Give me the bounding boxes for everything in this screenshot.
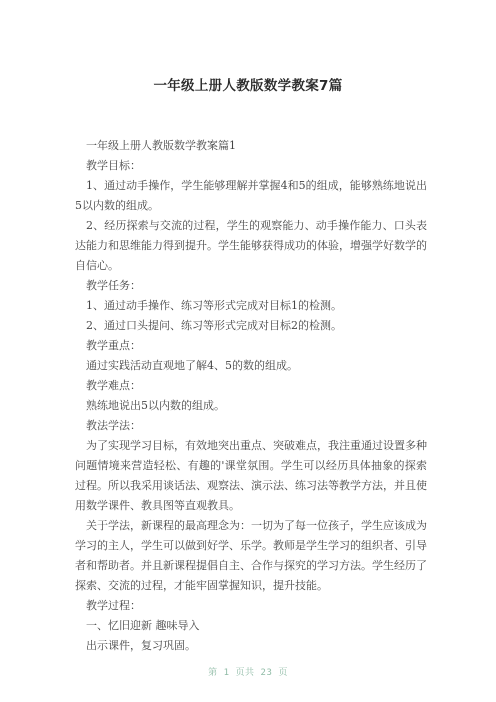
paragraph: 2、经历探索与交流的过程，学生的观察能力、动手操作能力、口头表达能力和思维能力得到提升。学生能够获得成功的体验，增强学好数学的自信心。 bbox=[75, 219, 427, 272]
page-footer bbox=[0, 665, 496, 678]
total-page-count: 23 bbox=[260, 668, 273, 678]
page-label-prefix: 第 bbox=[208, 668, 218, 678]
paragraph: 1、通过动手操作，学生能够理解并掌握4和5的组成，能够熟练地说出5以内数的组成。 bbox=[75, 179, 427, 212]
paragraph: 一、忆旧迎新 趣味导入 bbox=[86, 619, 200, 632]
paragraph: 为了实现学习目标，有效地突出重点、突破难点，我注重通过设置多种问题情境来营造轻松、有趣的'课堂氛围。学生可以经历具体抽象的探索过程。所以我采用谈话法、观察法、演示法、练习法等教学方法，并且使用数学课件、教具图等直观教具。 bbox=[75, 439, 427, 512]
paragraph-label: 教学过程： bbox=[86, 599, 141, 612]
current-page-number: 1 bbox=[223, 668, 230, 678]
page-label-mid: 页共 bbox=[235, 668, 255, 678]
paragraph-label: 教法学法： bbox=[86, 419, 141, 432]
paragraph-label: 教学任务： bbox=[86, 279, 141, 292]
paragraph-label: 教学目标： bbox=[86, 159, 141, 172]
section-heading: 一年级上册人教版数学教案篇1 bbox=[86, 139, 236, 152]
document-body bbox=[75, 136, 427, 656]
paragraph: 通过实践活动直观地了解4、5的数的组成。 bbox=[86, 359, 298, 372]
paragraph-label: 教学重点： bbox=[86, 339, 141, 352]
paragraph: 出示课件，复习巩固。 bbox=[86, 639, 196, 652]
paragraph: 关于学法，新课程的最高理念为：一切为了每一位孩子，学生应该成为学习的主人，学生可以做到好学、乐学。教师是学生学习的组织者、引导者和帮助者。并且新课程提倡自主、合作与探究的学习方法。学生经历了探索、交流的过程，才能牢固掌握知识，提升技能。 bbox=[75, 519, 427, 592]
paragraph: 1、通过动手操作、练习等形式完成对目标1的检测。 bbox=[86, 299, 342, 312]
page-label-suffix: 页 bbox=[278, 668, 288, 678]
paragraph-label: 教学难点： bbox=[86, 379, 141, 392]
paragraph: 2、通过口头提问、练习等形式完成对目标2的检测。 bbox=[86, 319, 342, 332]
paragraph: 熟练地说出5以内数的组成。 bbox=[86, 399, 225, 412]
document-title: 一年级上册人教版数学教案7篇 bbox=[153, 78, 343, 94]
